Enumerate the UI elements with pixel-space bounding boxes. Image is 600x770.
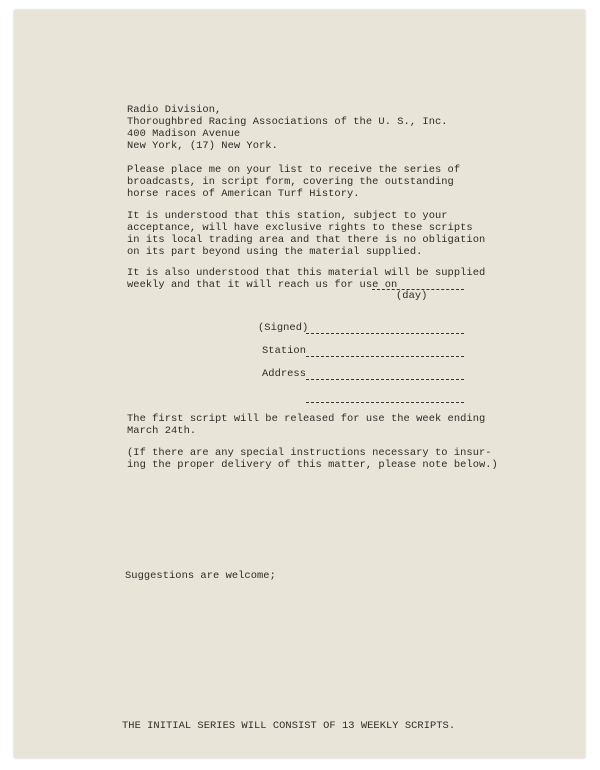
paragraph-2-line-4: on its part beyond using the material supplied. [127, 246, 423, 258]
address-label: Address [262, 368, 306, 380]
address-line-1: Radio Division, [127, 104, 222, 116]
release-note-line-2: March 24th. [127, 425, 197, 437]
address-line-3: 400 Madison Avenue [127, 128, 241, 140]
paragraph-2-line-3: in its local trading area and that there is no obligation [127, 234, 486, 246]
paragraph-1-line-3: horse races of American Turf History. [127, 188, 360, 200]
address-line-2: Thoroughbred Racing Associations of the U. S., Inc. [127, 116, 448, 128]
instructions-line-2: ing the proper delivery of this matter, please note below.) [127, 459, 498, 471]
suggestions-text: Suggestions are welcome; [125, 570, 276, 582]
signed-label: (Signed) [258, 322, 309, 334]
paragraph-2-line-1: It is understood that this station, subject to your [127, 210, 448, 222]
day-label: (day) [396, 290, 428, 302]
station-blank [306, 356, 464, 357]
paragraph-1-line-2: broadcasts, in script form, covering the outstanding [127, 176, 454, 188]
station-label: Station [262, 345, 306, 357]
paragraph-2-line-2: acceptance, will have exclusive rights to these scripts [127, 222, 473, 234]
address-blank-2 [306, 402, 464, 403]
paragraph-3-line-1: It is also understood that this material will be supplied [127, 267, 486, 279]
address-blank [306, 379, 464, 380]
paragraph-3-line-2: weekly and that it will reach us for use on [127, 279, 398, 291]
paragraph-1-line-1: Please place me on your list to receive the series of [127, 164, 461, 176]
release-note-line-1: The first script will be released for use the week ending [127, 413, 486, 425]
signed-blank [306, 333, 464, 334]
address-line-4: New York, (17) New York. [127, 140, 278, 152]
instructions-line-1: (If there are any special instructions necessary to insur- [127, 447, 492, 459]
footer-note: THE INITIAL SERIES WILL CONSIST OF 13 WEEKLY SCRIPTS. [122, 720, 456, 732]
